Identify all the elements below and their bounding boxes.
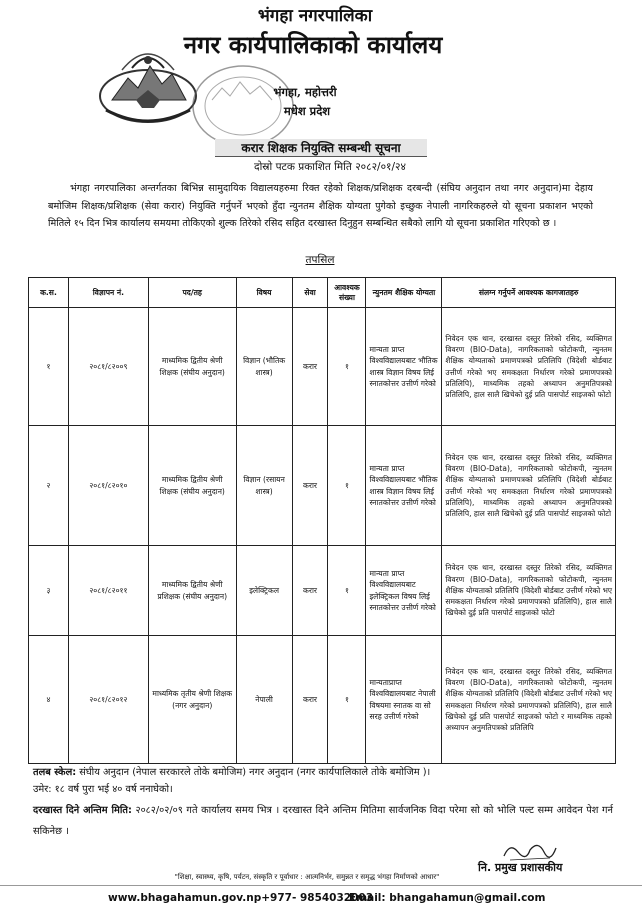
publication-date: दोस्रो पटक प्रकाशित मिति २०८२/०१/२४ <box>254 161 406 173</box>
salary-scale <box>33 766 613 780</box>
cell-count: १ <box>328 546 366 636</box>
cell-ad-no: २०८१/८२०११ <box>68 546 148 636</box>
table-caption: तपसिल <box>305 254 335 266</box>
cell-ad-no: २०८१/८२०१२ <box>68 636 148 764</box>
cell-documents: निवेदन एक थान, दरखास्त दस्तुर तिरेको रसिद, व्यक्तिगत विवरण (BIO-Data), नागरिकताको फोटोकपी, न्युनतम शैक्षिक योग्यताको प्रमाणपत्रको प्रतिलिपि (विदेशी बोर्डबाट उत्तीर्ण गरेको भए समकक्षता निर्धारण गरेको प्रमाणपत्रको प्रतिलिपि), माध्यमिक तहको अध्यापन अनुमतिपत्रको प्रतिलिपि, हाल सालै खिचेको दुई प्रति पासपोर्ट साइजको फोटो <box>442 426 616 546</box>
col-header-qualification: न्युनतम शैक्षिक योग्यता <box>366 278 442 308</box>
table-header-row <box>29 278 616 308</box>
cell-post: माध्यमिक द्वितीय श्रेणी प्रशिक्षक (संघीय अनुदान) <box>148 546 236 636</box>
cell-ad-no: २०८१/८२००९ <box>68 308 148 426</box>
deadline-info <box>33 800 613 842</box>
col-header-sn: क.स. <box>29 278 69 308</box>
municipality-name: भंगहा नगरपालिका <box>257 6 373 26</box>
salary-text: संघीय अनुदान (नेपाल सरकारले तोके बमोजिम) नगर अनुदान (नगर कार्यपालिकाले तोके बमोजिम )। <box>79 767 431 778</box>
cell-sn: १ <box>29 308 69 426</box>
table-row <box>29 308 616 426</box>
cell-service: करार <box>292 546 328 636</box>
cell-sn: ३ <box>29 546 69 636</box>
col-header-ad-no: विज्ञापन नं. <box>68 278 148 308</box>
deadline-label: दरखास्त दिने अन्तिम मिति: <box>33 805 132 816</box>
notice-intro: भंगहा नगरपालिका अन्तर्गतका बिभिन्न सामुदायिक विद्यालयहरुमा रिक्त रहेको शिक्षक/प्रशिक्षक दरबन्दी (संघिय अनुदान तथा नगर अनुदान)मा देहाय बमोजिम शिक्षक/प्रशिक्षक (सेवा करार) नियुक्ति गर्नुपर्ने भएको हुँदा न्युनतम शैक्षिक योग्यता पुगेको इच्छुक नेपाली नागरिकहरुले यो सूचना प्रकाशन भएको मितिले १५ दिन भित्र कार्यालय समयमा तोकिएको शुल्क तिरेको रसिद सहित दरखास्त दिनुहुन सम्बन्धित सबैको लागि यो सूचना प्रकाशित गरिएको छ । <box>48 183 593 229</box>
cell-ad-no: २०८१/८२०१० <box>68 426 148 546</box>
cell-documents: निवेदन एक थान, दरखास्त दस्तुर तिरेको रसिद, व्यक्तिगत विवरण (BIO-Data), नागरिकताको फोटोकपी, न्युनतम शैक्षिक योग्यताको प्रतिलिपि (विदेशी बोर्डबाट उत्तीर्ण गरेको भए समकक्षता निर्धारण गरेको प्रमाणपत्रको प्रतिलिपि), हाल सालै खिचेको दुई प्रति पासपोर्ट साइजको फोटो <box>442 546 616 636</box>
col-header-post: पद/तह <box>148 278 236 308</box>
salary-label: तलब स्केल: <box>33 767 77 778</box>
office-location: भंगहा, महोत्तरी <box>273 85 337 99</box>
cell-subject: विज्ञान (रसायन शास्त्र) <box>236 426 292 546</box>
cell-documents: निवेदन एक थान, दरखास्त दस्तुर तिरेको रसिद, व्यक्तिगत विवरण (BIO-Data), नागरिकताको फोटोकपी, न्युनतम शैक्षिक योग्यताको प्रमाणपत्रको प्रतिलिपि (विदेशी बोर्डबाट उत्तीर्ण गरेको भए समकक्षता निर्धारण गरेको प्रमाणपत्रको प्रतिलिपि), माध्यमिक तहको अध्यापन अनुमतिपत्रको प्रतिलिपि, हाल सालै खिचेको दुई प्रति पासपोर्ट साइजको फोटो <box>442 308 616 426</box>
cell-service: करार <box>292 308 328 426</box>
cell-post: माध्यमिक द्वितीय श्रेणी शिक्षक (संघीय अनुदान) <box>148 426 236 546</box>
website-phone: www.bhagahamun.gov.np+977- 9854032003 <box>108 892 374 904</box>
cell-post: माध्यमिक तृतीय श्रेणी शिक्षक (नगर अनुदान) <box>148 636 236 764</box>
notice-title: करार शिक्षक नियुक्ति सम्बन्धी सूचना <box>215 139 427 157</box>
cell-qualification: मान्यताप्राप्त विश्वविद्यालयबाट नेपाली विषयमा स्नातक वा सो सरह उत्तीर्ण गरेको <box>366 636 442 764</box>
slogan: "शिक्षा, स्वास्थ्य, कृषि, पर्यटन, संस्कृति र पूर्वाधार : आत्मनिर्भर, समुन्नत र समृद्ध भंगहा निर्माणको आधार" <box>174 873 440 881</box>
cell-qualification: मान्यता प्राप्त विश्वविद्यालयबाट इलेक्ट्रिकल विषय लिई स्नातकोत्तर उत्तीर्ण गरेको <box>366 546 442 636</box>
col-header-count: आवश्यक संख्या <box>328 278 366 308</box>
vacancy-table <box>28 277 616 764</box>
cell-count: १ <box>328 636 366 764</box>
cell-count: १ <box>328 426 366 546</box>
cell-qualification: मान्यता प्राप्त विश्वविद्यालयबाट भौतिक शास्त्र विज्ञान विषय लिई स्नातकोत्तर उत्तीर्ण गरेको <box>366 308 442 426</box>
cell-documents: निवेदन एक थान, दरखास्त दस्तुर तिरेको रसिद, व्यक्तिगत विवरण (BIO-Data), नागरिकताको फोटोकपी, न्युनतम शैक्षिक योग्यताको प्रतिलिपि (विदेशी बोर्डबाट उत्तीर्ण गरेको भए समकक्षता निर्धारण गरेको प्रमाणपत्रको प्रतिलिपि), हाल सालै खिचेको दुई प्रति पासपोर्ट साइजको फोटो र माध्यमिक तहको अध्यापन अनुमतिपत्रको प्रतिलिपि <box>442 636 616 764</box>
cell-subject: विज्ञान (भौतिक शास्त्र) <box>236 308 292 426</box>
deadline-text: २०८२/०२/०९ गते कार्यालय समय भित्र । दरखास्त दिने अन्तिम मितिमा सार्वजनिक विदा परेमा सो को भोलि पल्ट सम्म आवेदन पेश गर्न सकिनेछ । <box>33 805 613 837</box>
col-header-service: सेवा <box>292 278 328 308</box>
cell-service: करार <box>292 426 328 546</box>
cell-service: करार <box>292 636 328 764</box>
table-row <box>29 426 616 546</box>
cell-sn: ४ <box>29 636 69 764</box>
footer-divider <box>0 885 642 886</box>
age-requirement: उमेर: १८ वर्ष पुरा भई ४० वर्ष ननाघेको। <box>33 784 173 795</box>
email-address: Email: bhangahamun@gmail.com <box>349 892 546 904</box>
cell-count: १ <box>328 308 366 426</box>
table-row <box>29 546 616 636</box>
cell-qualification: मान्यता प्राप्त विश्वविद्यालयबाट भौतिक शास्त्र विज्ञान विषय लिई स्नातकोत्तर उत्तीर्ण गरेको <box>366 426 442 546</box>
province-name: मधेश प्रदेश <box>283 104 331 118</box>
signer-title: नि. प्रमुख प्रशासकीय <box>478 861 563 874</box>
cell-subject: नेपाली <box>236 636 292 764</box>
col-header-subject: विषय <box>236 278 292 308</box>
cell-sn: २ <box>29 426 69 546</box>
col-header-documents: संलग्न गर्नुपर्ने आवश्यक कागजातहरु <box>442 278 616 308</box>
cell-post: माध्यमिक द्वितीय श्रेणी शिक्षक (संघीय अनुदान) <box>148 308 236 426</box>
table-row <box>29 636 616 764</box>
cell-subject: इलेक्ट्रिकल <box>236 546 292 636</box>
office-name: नगर कार्यपालिकाको कार्यालय <box>183 30 443 59</box>
